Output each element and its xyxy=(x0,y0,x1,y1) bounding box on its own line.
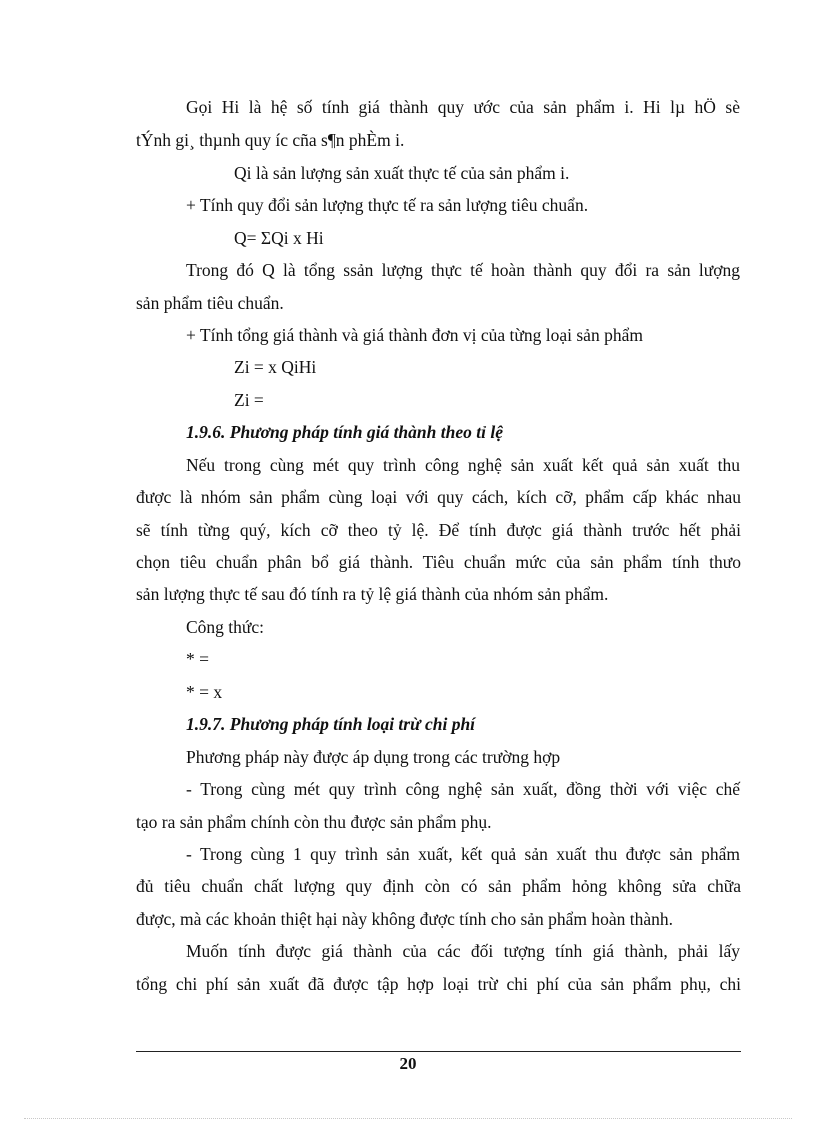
body-text-line: Muốn tính được giá thành của các đối tượng tính giá thành, phải lấy xyxy=(186,941,740,961)
body-text-line: Trong đó Q là tổng ssản lượng thực tế hoàn thành quy đổi ra sản lượng xyxy=(186,260,740,280)
body-text-line: đủ tiêu chuẩn chất lượng quy định còn có sản phẩm hỏng không sửa chữa xyxy=(136,876,741,896)
body-text-line: được là nhóm sản phẩm cùng loại với quy cách, kích cỡ, phẩm cấp khác nhau xyxy=(136,487,741,507)
formula-line: Zi = x QiHi xyxy=(234,357,317,377)
body-text-line: + Tính quy đổi sản lượng thực tế ra sản lượng tiêu chuẩn. xyxy=(186,195,589,215)
formula-line: Q= ΣQi x Hi xyxy=(234,228,324,248)
section-heading: 1.9.7. Phương pháp tính loại trừ chi phí xyxy=(186,714,476,734)
body-text-line: sẽ tính từng quý, kích cỡ theo tỷ lệ. Để tính được giá thành trước hết phải xyxy=(136,520,741,540)
body-text-line: Gọi Hi là hệ số tính giá thành quy ước của sản phẩm i. Hi lµ hÖ sè xyxy=(186,97,740,117)
body-text-line: chọn tiêu chuẩn phân bổ giá thành. Tiêu chuẩn mức của sản phẩm tính thưo xyxy=(136,552,741,572)
formula-line: Zi = xyxy=(234,390,264,410)
section-heading: 1.9.6. Phương pháp tính giá thành theo tỉ lệ xyxy=(186,422,503,442)
body-text-line: sản phẩm tiêu chuẩn. xyxy=(136,293,284,313)
formula-line: * = x xyxy=(186,682,223,702)
body-text-line: - Trong cùng mét quy trình công nghệ sản xuất, đồng thời với việc chế xyxy=(186,779,740,799)
body-text-line: tổng chi phí sản xuất đã được tập hợp loại trừ chi phí của sản phẩm phụ, chi xyxy=(136,974,741,994)
body-text-line: Công thức: xyxy=(186,617,265,637)
body-text-line: được, mà các khoản thiệt hại này không được tính cho sản phẩm hoàn thành. xyxy=(136,909,674,929)
body-text-line: - Trong cùng 1 quy trình sản xuất, kết quả sản xuất thu được sản phẩm xyxy=(186,844,740,864)
footer-divider xyxy=(136,1051,741,1052)
body-text-line: tạo ra sản phẩm chính còn thu được sản phẩm phụ. xyxy=(136,812,492,832)
body-text-line: Phương pháp này được áp dụng trong các trường hợp xyxy=(186,747,561,767)
page-bottom-border xyxy=(24,1118,792,1119)
body-text-line: Nếu trong cùng mét quy trình công nghệ sản xuất kết quả sản xuất thu xyxy=(186,455,740,475)
page-number: 20 xyxy=(399,1054,417,1073)
body-text-line: tÝnh gi¸ thµnh quy íc cña s¶n phÈm i. xyxy=(136,130,405,150)
formula-line: * = xyxy=(186,649,209,669)
body-text-line: Qi là sản lượng sản xuất thực tế của sản phẩm i. xyxy=(234,163,570,183)
body-text-line: sản lượng thực tế sau đó tính ra tỷ lệ giá thành của nhóm sản phẩm. xyxy=(136,584,609,604)
body-text-line: + Tính tổng giá thành và giá thành đơn vị của từng loại sản phẩm xyxy=(186,325,643,345)
